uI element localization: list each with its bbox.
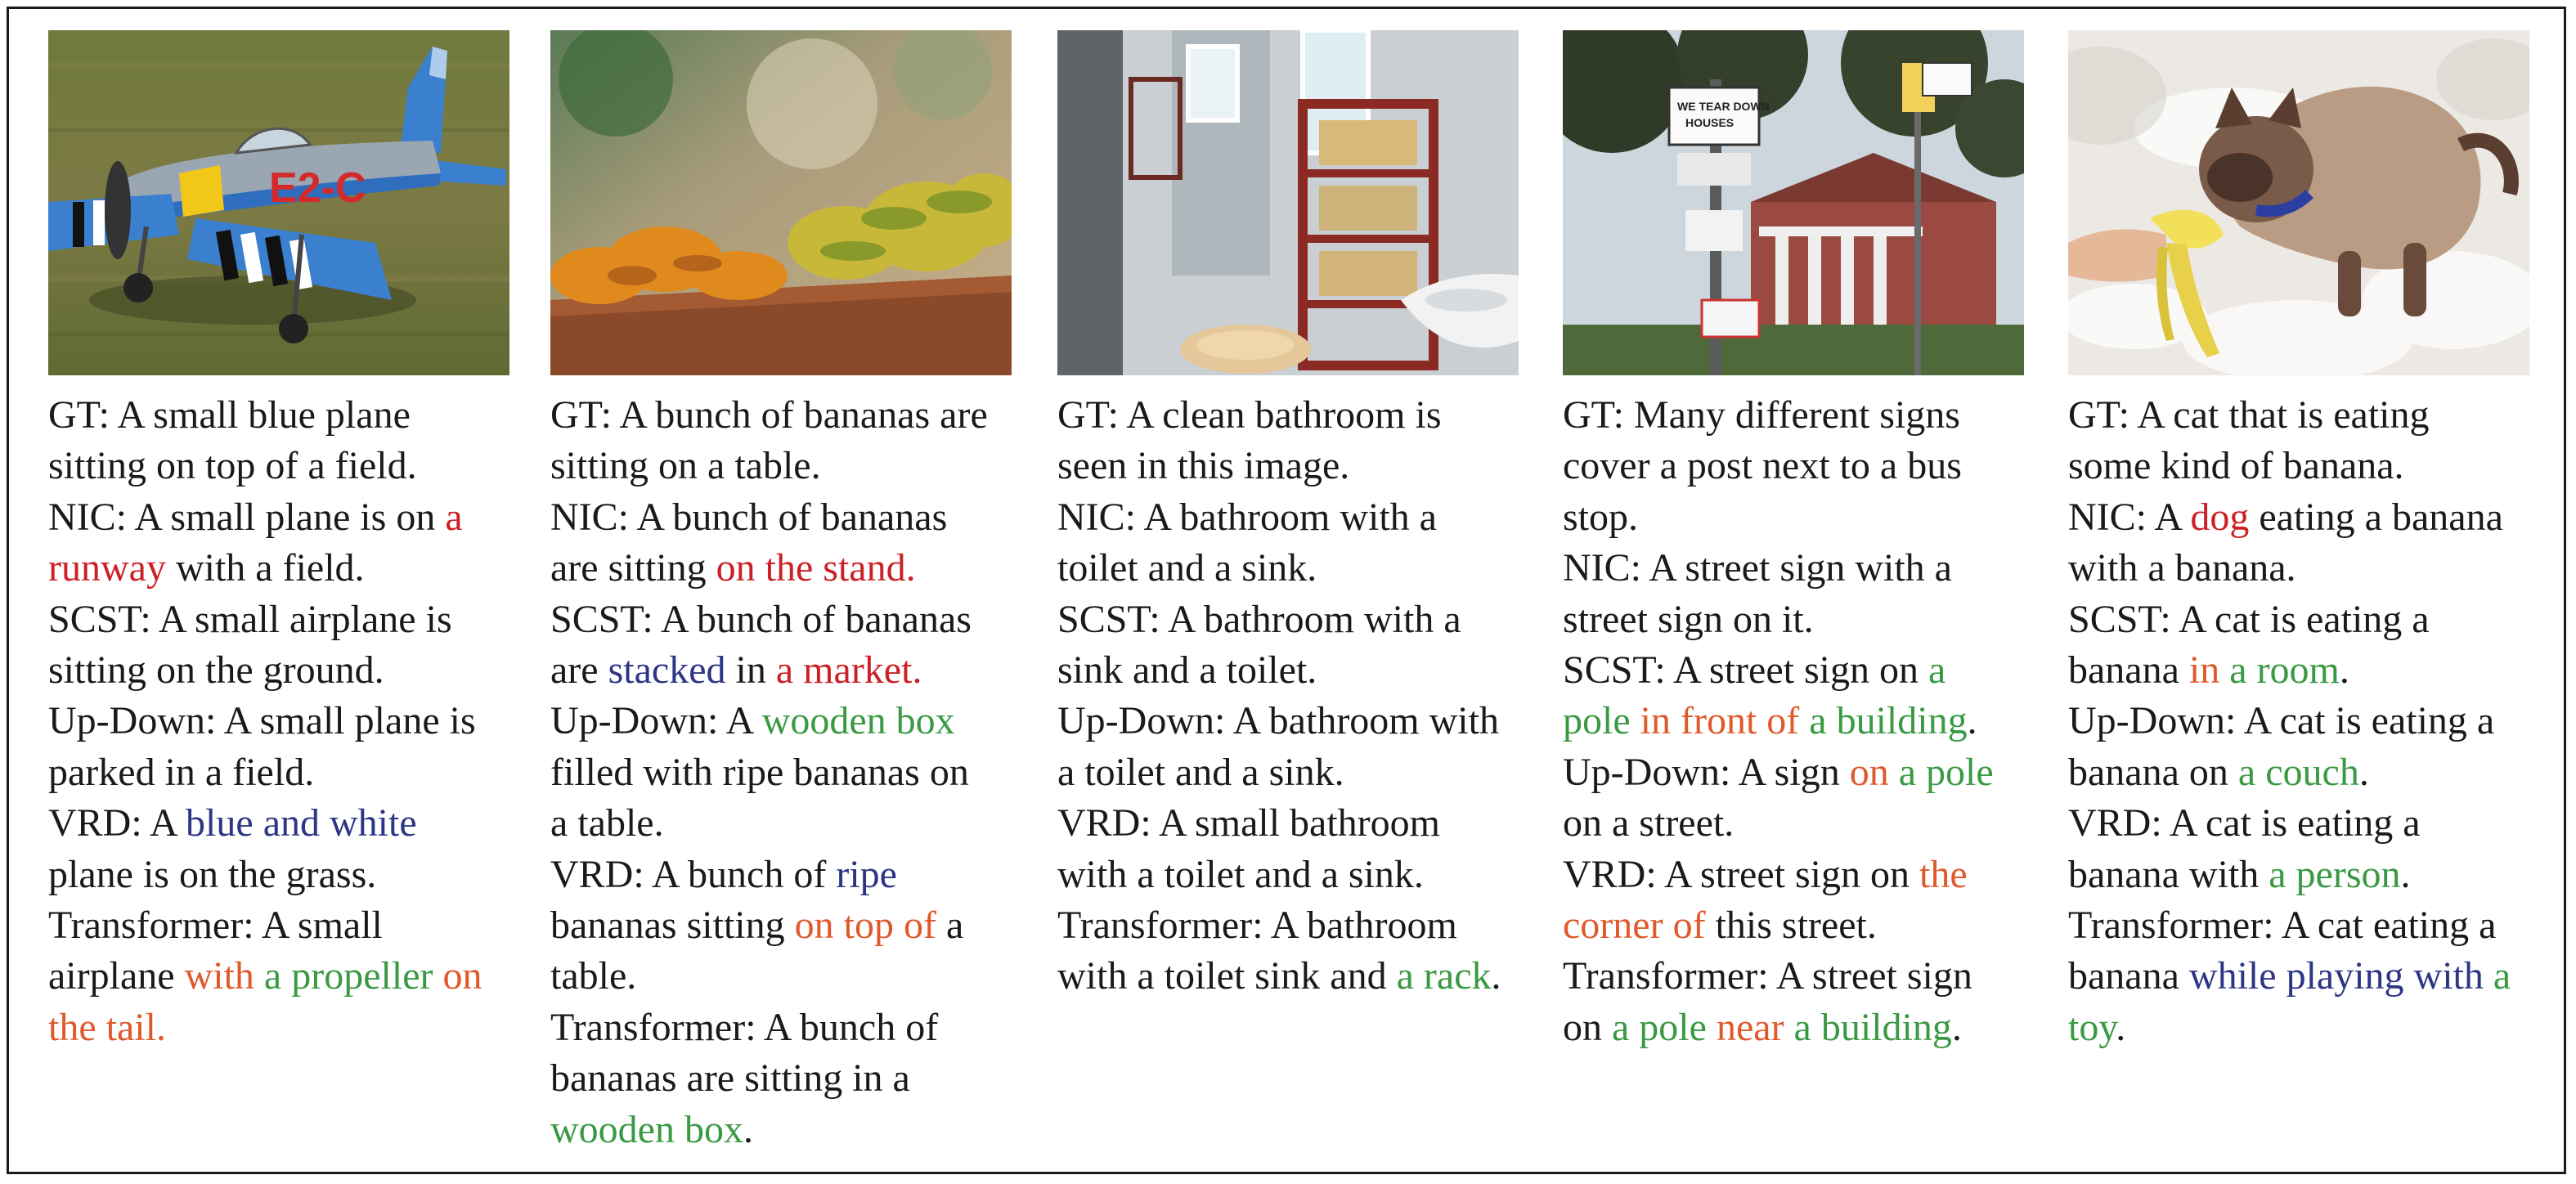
caption-line [1057,696,1548,747]
caption-segment: Up-Down: A [550,699,762,743]
caption-line [1563,645,2053,696]
caption-segment: NIC: A bathroom with a [1057,495,1437,539]
caption-segment: stop. [1563,495,1639,539]
caption-segment: sitting on top of a field. [48,444,417,488]
caption-segment: street sign on it. [1563,597,1814,641]
caption-segment: Up-Down: A cat is eating a [2068,699,2495,743]
caption-segment: this street. [1705,904,1877,948]
caption-segment: ripe [836,852,897,896]
example-column-2 [550,30,1041,1155]
caption-block [550,390,1041,1155]
caption-segment: Up-Down: A sign [1563,750,1850,794]
caption-segment: toilet and a sink. [1057,546,1317,590]
caption-segment: Transformer: A street sign [1563,954,1972,998]
caption-segment: a table. [550,801,664,845]
caption-line [48,696,539,747]
caption-segment: a [1928,648,1946,693]
caption-segment: Up-Down: A bathroom with [1057,699,1499,743]
caption-line [1057,850,1548,900]
caption-line [1563,747,2053,798]
svg-text:E2-C: E2-C [269,164,366,212]
caption-segment: a pole [1612,1005,1717,1049]
caption-line [1563,696,2053,747]
caption-segment: banana [2068,954,2189,998]
caption-segment: on the stand. [716,546,916,590]
caption-segment: GT: A bunch of bananas are [550,393,988,437]
caption-line [550,390,1041,441]
caption-segment: toy [2068,1005,2116,1049]
caption-segment: bananas sitting [550,904,795,948]
caption-segment: banana on [2068,750,2238,794]
caption-segment: on a street. [1563,801,1735,845]
caption-segment: NIC: A bunch of bananas [550,495,948,539]
caption-line [1563,543,2053,594]
caption-line [550,900,1041,951]
caption-segment: stacked [608,648,726,693]
caption-line [550,747,1041,798]
caption-line [48,390,539,441]
caption-line [48,850,539,900]
caption-segment: SCST: A cat is eating a [2068,597,2430,641]
caption-line [550,1053,1041,1104]
caption-line [1057,951,1548,1002]
caption-line [48,645,539,696]
caption-line [2068,645,2559,696]
caption-line [550,543,1041,594]
caption-segment: banana [2068,648,2189,693]
caption-line [1563,594,2053,645]
caption-segment: sitting on a table. [550,444,821,488]
caption-line [48,747,539,798]
airplane-photo-icon [48,30,509,375]
caption-segment: in [2188,648,2230,693]
caption-line [48,1002,539,1053]
caption-segment: a [936,904,964,948]
caption-segment: are sitting [550,546,716,590]
caption-segment: GT: A cat that is eating [2068,393,2430,437]
caption-segment: airplane [48,954,185,998]
bathroom-photo-icon [1057,30,1519,375]
caption-line [48,492,539,543]
caption-segment: sitting on the ground. [48,648,384,693]
caption-segment: cover a post next to a bus [1563,444,1962,488]
caption-segment: . [1951,1005,1962,1049]
caption-segment: . [1967,699,1977,743]
caption-segment: VRD: A [48,801,186,845]
caption-segment: . [2339,648,2349,693]
example-column-4 [1563,30,2053,1053]
caption-line [2068,696,2559,747]
caption-line [2068,543,2559,594]
caption-segment: blue and white [186,801,417,845]
caption-line [2068,900,2559,951]
caption-line [2068,747,2559,798]
caption-segment: NIC: A small plane is on [48,495,446,539]
caption-segment: runway [48,546,166,590]
caption-segment: on [442,954,482,998]
caption-segment: pole [1563,699,1640,743]
caption-line [1057,900,1548,951]
caption-segment: with a field. [165,546,365,590]
caption-segment: SCST: A small airplane is [48,597,452,641]
caption-segment: in [725,648,776,693]
caption-segment: a couch [2237,750,2359,794]
caption-segment: wooden box [550,1107,743,1151]
caption-segment: Transformer: A cat eating a [2068,904,2497,948]
example-column-5 [2068,30,2559,1053]
caption-segment: SCST: A bunch of bananas [550,597,972,641]
caption-line [1563,441,2053,491]
caption-segment: a rack [1396,954,1492,998]
caption-segment: the [1919,852,1968,896]
caption-line [1057,645,1548,696]
caption-line [2068,492,2559,543]
caption-segment: . [1491,954,1501,998]
caption-block [48,390,539,1053]
caption-segment: with a toilet sink and [1057,954,1397,998]
caption-line [2068,441,2559,491]
caption-block [1057,390,1548,1002]
caption-line [1057,594,1548,645]
caption-line [1057,390,1548,441]
caption-line [2068,951,2559,1002]
caption-segment: Up-Down: A small plane is [48,699,476,743]
caption-line [48,900,539,951]
caption-segment: in front of [1640,699,1810,743]
caption-segment: on [1849,750,1899,794]
caption-segment: the tail. [48,1005,166,1049]
caption-line [550,594,1041,645]
caption-segment: bananas are sitting in a [550,1056,910,1101]
caption-line [1563,900,2053,951]
caption-segment: seen in this image. [1057,444,1350,488]
caption-line [550,696,1041,747]
caption-segment: with a banana. [2068,546,2296,590]
caption-line [1057,492,1548,543]
caption-segment: . [2400,852,2411,896]
caption-block [2068,390,2559,1053]
caption-line [2068,1002,2559,1053]
caption-segment: a building [1793,1005,1952,1049]
caption-segment: are [550,648,608,693]
caption-segment: sink and a toilet. [1057,648,1317,693]
example-column-3 [1057,30,1548,1002]
caption-segment: parked in a field. [48,750,315,794]
caption-line [2068,594,2559,645]
svg-text:WE TEAR DOWN: WE TEAR DOWN [1677,100,1770,113]
caption-segment: filled with ripe bananas on [550,750,969,794]
caption-segment: VRD: A bunch of [550,852,837,896]
caption-segment: GT: A clean bathroom is [1057,393,1442,437]
figure-frame [7,7,2566,1174]
caption-line [1563,951,2053,1002]
caption-segment: a toilet and a sink. [1057,750,1344,794]
caption-line [2068,850,2559,900]
example-column-1 [48,30,539,1053]
caption-segment: on top of [794,904,936,948]
caption-segment: while playing with [2188,954,2484,998]
caption-line [1057,441,1548,491]
caption-line [48,594,539,645]
caption-line [1563,1002,2053,1053]
caption-segment: . [2116,1005,2126,1049]
caption-line [1563,492,2053,543]
caption-segment: . [743,1107,753,1151]
caption-block [1563,390,2053,1053]
bananas-photo-icon [550,30,1012,375]
caption-line [2068,798,2559,849]
caption-segment: SCST: A street sign on [1563,648,1928,693]
caption-line [48,543,539,594]
caption-segment: VRD: A street sign on [1563,852,1920,896]
street-sign-photo-icon [1563,30,2024,375]
caption-segment: a room [2229,648,2340,693]
caption-line [550,951,1041,1002]
caption-segment: SCST: A bathroom with a [1057,597,1461,641]
caption-line [48,798,539,849]
caption-segment: dog [2190,495,2250,539]
caption-segment: a [2483,954,2511,998]
caption-segment: with a toilet and a sink. [1057,852,1424,896]
caption-line [48,441,539,491]
caption-segment: VRD: A small bathroom [1057,801,1440,845]
caption-segment: a person [2269,852,2401,896]
caption-segment: wooden box [761,699,955,743]
caption-line [1563,850,2053,900]
caption-segment: a pole [1898,750,1994,794]
caption-segment: a building [1809,699,1968,743]
caption-line [48,951,539,1002]
caption-line [550,1105,1041,1155]
caption-segment: NIC: A street sign with a [1563,546,1952,590]
caption-segment: corner of [1563,904,1706,948]
caption-segment: a market. [775,648,922,693]
caption-segment: a propeller [263,954,443,998]
caption-segment: Transformer: A bathroom [1057,904,1457,948]
caption-segment: plane is on the grass. [48,852,377,896]
caption-line [1563,390,2053,441]
caption-segment: Transformer: A small [48,904,383,948]
caption-line [550,1002,1041,1053]
cat-photo-icon [2068,30,2529,375]
caption-segment: Transformer: A bunch of [550,1005,939,1049]
caption-segment: with [184,954,264,998]
caption-segment: some kind of banana. [2068,444,2404,488]
caption-segment: eating a banana [2249,495,2503,539]
caption-line [550,441,1041,491]
caption-line [550,645,1041,696]
caption-segment: on [1563,1005,1612,1049]
caption-line [1563,798,2053,849]
caption-segment: . [2358,750,2369,794]
caption-segment: GT: Many different signs [1563,393,1960,437]
caption-line [1057,747,1548,798]
caption-segment: NIC: A [2068,495,2191,539]
caption-segment: banana with [2068,852,2269,896]
caption-segment: near [1716,1005,1794,1049]
svg-text:HOUSES: HOUSES [1685,116,1735,129]
caption-line [1057,798,1548,849]
caption-line [550,850,1041,900]
caption-line [550,492,1041,543]
caption-segment: VRD: A cat is eating a [2068,801,2421,845]
caption-segment: table. [550,954,637,998]
caption-segment: a [445,495,463,539]
caption-line [550,798,1041,849]
caption-segment: GT: A small blue plane [48,393,411,437]
caption-line [1057,543,1548,594]
caption-line [2068,390,2559,441]
